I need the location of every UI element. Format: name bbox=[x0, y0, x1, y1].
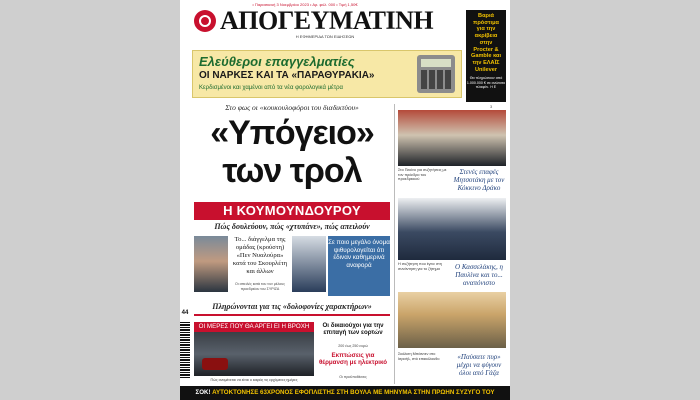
main-headline-line-1: «Υπόγειο» bbox=[210, 114, 374, 152]
story3-caption: Σκάλιση Μπάιντεν στο Ισραήλ, στό επακόλουθο bbox=[398, 352, 440, 361]
newspaper-tagline: Η ΕΦΗΜΕΡΙΔΑ ΤΩΝ ΕΙΔΗΣΕΩΝ bbox=[295, 34, 355, 39]
story1-caption: Στο Πεκίνο για συζητήσεις με τον πρόεδρο του προεδρεικού bbox=[398, 168, 447, 182]
portrait-photo bbox=[194, 236, 228, 292]
banner-headline: ΟΙ ΝΑΡΚΕΣ ΚΑΙ ΤΑ «ΠΑΡΑΘΥΡΑΚΙΑ» bbox=[199, 70, 375, 81]
breaking-label: ΣΟΚ! bbox=[195, 389, 211, 396]
promo-line: την ΕΛΑΪΣ bbox=[472, 59, 500, 66]
banner-title: Ελεύθεροι επαγγελματίες bbox=[199, 54, 355, 69]
promo-line: ακρίβεια bbox=[474, 33, 498, 40]
promo-line: για την bbox=[476, 26, 496, 33]
promo-line: στην bbox=[479, 39, 493, 46]
rain-band: ΟΙ ΜΕΡΕΣ ΠΟΥ ΘΑ ΑΡΓΕΙ ΕΙ Η ΒΡΟΧΗ bbox=[194, 322, 314, 332]
side-story-caption-2: προεδρείου του ΣΥΡΙΖΑ bbox=[240, 287, 280, 291]
story1-headline: Στενές επαφές Μητσοτάκη με τον Κόκκινο Δράκο bbox=[453, 168, 505, 192]
breaking-news-bar bbox=[180, 386, 510, 400]
dateline: • Παρασκευή 3 Νοεμβρίου 2023 • Αρ. φύλ. 000 • Τιμή 1,50€ bbox=[252, 2, 358, 7]
newspaper-logo bbox=[194, 10, 216, 32]
story2-caption: Η συζήτηση που έγινε στη συνάντηση για το ζήτημα bbox=[398, 262, 442, 271]
promo-line: Unilever bbox=[474, 66, 498, 73]
column-divider bbox=[394, 104, 395, 384]
heating-headline: Εκπτώσεις για θέρμανση με ηλεκτρικό bbox=[318, 352, 388, 367]
main-subhead: Η ΚΟΥΜΟΥΝΔΟΥΡΟΥ bbox=[194, 202, 390, 220]
hooded-figure-photo bbox=[292, 236, 326, 292]
pay-line: Πληρώνονται για τις «δολοφονίες χαρακτήρων» bbox=[212, 302, 372, 311]
calculator-image bbox=[417, 55, 455, 93]
barcode bbox=[180, 322, 190, 378]
story3-headline: «Παύσατε πυρ» μέχρι να φύγουν όλοι από Γάζα bbox=[456, 353, 502, 377]
side-page-mark: 44 bbox=[181, 310, 189, 316]
story2-headline: Ο Κασσελάκης, η Παυλίνα και το... αναπόνιστο bbox=[455, 263, 503, 287]
promo-line: Procter & bbox=[473, 46, 499, 53]
holiday-caption: 200 έως 250 ευρώ bbox=[338, 344, 368, 348]
banner-ad bbox=[192, 50, 462, 98]
newspaper-title: ΑΠΟΓΕΥΜΑΤΙΝΗ bbox=[220, 6, 434, 35]
holiday-headline: Οι δικαιούχοι για την επιταγή των εορτών bbox=[322, 322, 384, 337]
page-ref: 3 bbox=[490, 104, 493, 109]
blue-question-box: Σε ποιο μεγάλο όνομα ψιθυρολογείται ότι έδιναν καθημερινά αναφορά bbox=[328, 236, 390, 296]
breaking-text: ΑΥΤΟΚΤΟΝΗΣΕ 63ΧΡΟΝΟΣ ΕΦΟΠΛΙΣΤΗΣ ΣΤΗ ΒΟΥΛΑ ΜΕ ΜΗΝΥΜΑ ΣΤΗΝ ΠΡΩΗΝ ΣΥΖΥΓΟ ΤΟΥ bbox=[212, 389, 495, 396]
promo-box bbox=[466, 10, 506, 102]
promo-subtext: Θα πληρώσουν από 1.000.000 € σε ανώτατο πλαφόν. Η Ε bbox=[466, 76, 506, 89]
main-kicker: Στο φως οι «κουκουλοφόροι του διαδικτύου» bbox=[225, 103, 359, 112]
main-headline-line-2: των τρολ bbox=[222, 152, 362, 190]
rain-photo bbox=[194, 332, 314, 376]
promo-line: πρόστιμα bbox=[473, 19, 499, 26]
main-headline bbox=[192, 114, 392, 190]
side-story-text: Το... διάγγελμα της ομάδας (κρούστη) «Πεν Νυαλούρα» κατά του Σκουρλέτη και άλλων bbox=[232, 236, 288, 275]
rain-caption: Πώς αναμένεται να είναι ο καιρός τις ερχόμενες ημέρες bbox=[210, 378, 298, 382]
artillery-photo bbox=[398, 292, 506, 348]
heating-caption: Οι προϋποθέσεις bbox=[339, 375, 367, 379]
side-story-caption: Οι απειλές κατά του νυν μέλους bbox=[235, 282, 285, 286]
promo-line: Βαριά bbox=[478, 13, 494, 19]
newspaper-front-page bbox=[180, 0, 510, 400]
press-photo bbox=[398, 198, 506, 260]
promo-line: Gamble και bbox=[471, 53, 501, 60]
main-subhead-2: Πώς δουλεύουν, πώς «χτυπάνε», πώς απειλούν bbox=[214, 222, 370, 231]
beijing-photo bbox=[398, 110, 506, 166]
banner-subtitle: Κερδισμένοι και χαμένοι από τα νέα φορολογικά μέτρα bbox=[199, 85, 343, 91]
divider bbox=[194, 314, 390, 316]
